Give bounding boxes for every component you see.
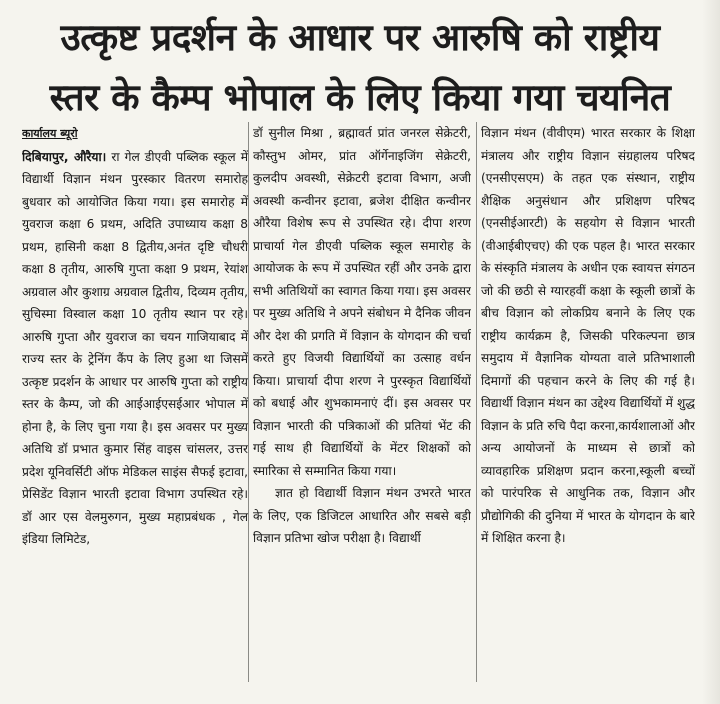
headline-line-1: उत्कृष्ट प्रदर्शन के आधार पर आरुषि को राष्ट्रीय [60,16,660,59]
article-column-3 [481,122,695,686]
headline-line-2: स्तर के कैम्प भोपाल के लिए किया गया चयनित [49,76,671,119]
column-2-paragraph-2: ज्ञात हो विद्यार्थी विज्ञान मंथन उभरते भारत के लिए, एक डिजिटल आधारित और सबसे बड़ी विज्ञान प्रतिभा खोज परीक्षा है। विद्यार्थी [253,486,471,545]
headline [10,8,710,128]
column-1-text: रा गेल डीएवी पब्लिक स्कूल में विद्यार्थी विज्ञान मंथन पुरस्कार वितरण समारोह बुधवार को आयोजित किया गया। इस समारोह में युवराज कक्षा 6 प्रथम, अदिति उपाध्याय कक्षा 8 प्रथम, हासिनी कक्षा 8 द्वितीय,अनंत दृष्टि चौधरी कक्षा 8 तृतीय, आरुषि गुप्ता कक्षा 9 प्रथम, रेयांश अग्रवाल और कुशाग्र अग्रवाल द्वितीय, दिव्यम तृतीय, सुचिस्मा विस्वाल कक्षा 10 तृतीय स्थान पर रहे। आरुषि गुप्ता और युवराज का चयन गाजियाबाद में राज्य स्तर के ट्रेनिंग कैंप के लिए हुआ था जिसमें उत्कृष्ट प्रदर्शन के आधार पर आरुषि गुप्ता को राष्ट्रीय स्तर के कैम्प, जो की आईआईएसईआर भोपाल में होना है, के लिए चुना गया है। इस अवसर पर मुख्य अतिथि डॉ प्रभात कुमार सिंह वाइस चांसलर, उत्तर प्रदेश यूनिवर्सिटी ऑफ मेडिकल साइंस सैफई इटावा, प्रेसिडेंट विज्ञान भारती इटावा विभाग उपस्थित रहे। डॉ आर एस वेलमुरुगन, मुख्य महाप्रबंधक , गेल इंडिया लिमिटेड, [22,149,248,546]
article-column-1 [22,122,248,686]
page-edge-shadow [702,0,720,704]
column-divider [476,122,477,682]
byline: कार्यालय ब्यूरो [22,127,78,140]
column-divider [248,122,249,682]
column-2-text: डॉ सुनील मिश्रा , ब्रह्मावर्त प्रांत जनरल सेक्रेटरी, कौस्तुभ ओमर, प्रांत ऑर्गेनाइजिंग सेक्रेटरी, कुलदीप अवस्थी, सेक्रेटरी इटावा विभाग, अजी अवस्थी कन्वीनर इटावा, ब्रजेश दीक्षित कन्वीनर औरैया विशेष रूप से उपस्थित रहे। दीपा शरण प्राचार्या गेल डीएवी पब्लिक स्कूल समारोह के आयोजक के रूप में उपस्थित रहीं और उनके द्वारा सभी अतिथियों का स्वागत किया गया। इस अवसर पर मुख्य अतिथि ने अपने संबोधन मे दैनिक जीवन और देश की प्रगति में विज्ञान के योगदान की चर्चा करते हुए विजयी विद्यार्थियों का उत्साह वर्धन किया। प्राचार्या दीपा शरण ने पुरस्कृत विद्यार्थियों को बधाई और शुभकामनाएं दीं। इस अवसर पर विज्ञान भारती की पत्रिकाओं की प्रतियां भेंट की गई साथ ही विद्यार्थियों के मेंटर शिक्षकों को स्मारिका से सम्मानित किया गया। [253,126,471,478]
dateline: दिबियापुर, औरैया। [22,149,107,164]
column-3-text: विज्ञान मंथन (वीवीएम) भारत सरकार के शिक्षा मंत्रालय और राष्ट्रीय विज्ञान संग्रहालय परिषद (एनसीएसएम) के तहत एक संस्थान, राष्ट्रीय शैक्षिक अनुसंधान और प्रशिक्षण परिषद (एनसीईआरटी) के सहयोग से विज्ञान भारती (वीआईबीएचए) की एक पहल है। भारत सरकार के संस्कृति मंत्रालय के अधीन एक स्वायत्त संगठन जो की छठी से ग्यारहवीं कक्षा के स्कूली छात्रों के बीच विज्ञान को लोकप्रिय बनाने के लिए एक राष्ट्रीय कार्यक्रम है, जिसकी परिकल्पना छात्र समुदाय में वैज्ञानिक योग्यता वाले प्रतिभाशाली दिमागों की पहचान करने के लिए की गई है। विद्यार्थी विज्ञान मंथन का उद्देश्य विद्यार्थियों में शुद्ध विज्ञान के प्रति रुचि पैदा करना,कार्यशालाओं और अन्य आयोजनों के माध्यम से छात्रों को व्यावहारिक प्रशिक्षण प्रदान करना,स्कूली बच्चों को पारंपरिक से आधुनिक तक, विज्ञान और प्रौद्योगिकी की दुनिया में भारत के योगदान के बारे में शिक्षित करना है। [481,126,695,545]
article-column-2 [253,122,471,686]
